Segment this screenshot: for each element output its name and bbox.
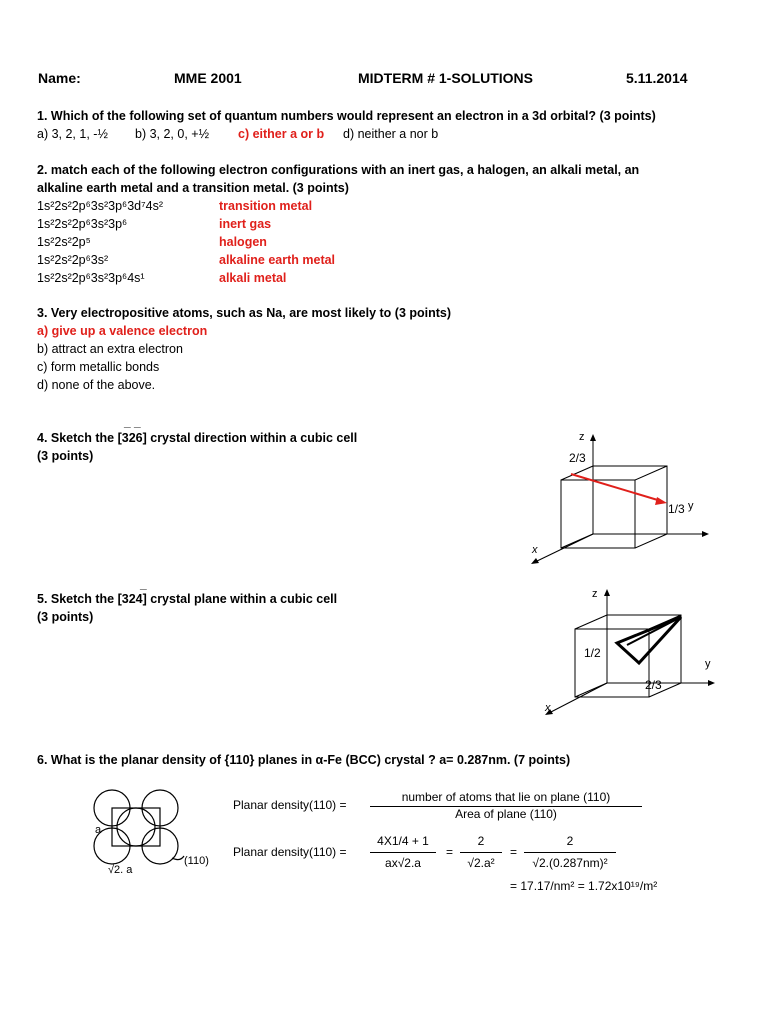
q1-option-d: d) neither a nor b	[343, 127, 439, 141]
eq2-equals-2: =	[510, 845, 518, 859]
q4-y-label: y	[688, 500, 694, 512]
q3-question: 3. Very electropositive atoms, such as Na, are most likely to (3 points)	[37, 306, 452, 320]
q2-answer: alkaline earth metal	[219, 253, 336, 267]
q4-z-label: z	[579, 431, 585, 443]
q2-config: 1s²2s²2p⁶3s²	[37, 253, 109, 267]
q4-x-label: x	[532, 544, 538, 556]
q6-bcc-110-plane-figure	[88, 784, 228, 879]
q6-question: 6. What is the planar density of {110} planes in α-Fe (BCC) crystal ? a= 0.287nm. (7 points)	[37, 753, 571, 767]
eq1-numerator: number of atoms that lie on plane (110)	[401, 790, 611, 804]
eq2-fraction-bar-1	[370, 852, 436, 853]
exam-title: MIDTERM # 1-SOLUTIONS	[358, 70, 534, 86]
q2-config: 1s²2s²2p⁵	[37, 235, 91, 249]
name-label: Name:	[38, 70, 81, 86]
q2-config: 1s²2s²2p⁶3s²3p⁶3d⁷4s²	[37, 199, 163, 213]
q3-option-a-answer: a) give up a valence electron	[37, 324, 208, 338]
exam-date: 5.11.2014	[626, 70, 688, 86]
q6-plane-label: (110)	[184, 855, 209, 867]
q1-option-c-answer: c) either a or b	[238, 127, 325, 141]
q5-y-label: y	[705, 658, 711, 670]
q2-answer: alkali metal	[219, 271, 287, 285]
q5-z-label: z	[592, 588, 598, 600]
eq2-lhs: Planar density(110) =	[233, 845, 347, 859]
q2-question-line2: alkaline earth metal and a transition metal. (3 points)	[37, 181, 349, 195]
q5-y-value: 2/3	[645, 678, 662, 692]
q5-overbar: _	[140, 577, 147, 591]
eq2-numerator-2: 2	[477, 834, 485, 848]
eq2-numerator-3: 2	[566, 834, 574, 848]
q2-answer: transition metal	[219, 199, 313, 213]
q6-diagonal-label: √2. a	[108, 864, 133, 876]
q4-y-value: 1/3	[668, 502, 685, 516]
eq2-fraction-bar-2	[460, 852, 502, 853]
eq1-lhs: Planar density(110) =	[233, 798, 347, 812]
q1-question: 1. Which of the following set of quantum numbers would represent an electron in a 3d orbital? (3 points)	[37, 109, 656, 123]
q5-z-value: 1/2	[584, 646, 601, 660]
q2-question-line1: 2. match each of the following electron configurations with an inert gas, a halogen, an alkali metal, an	[37, 163, 640, 177]
q6-edge-a-label: a	[95, 824, 102, 836]
eq2-equals-1: =	[446, 845, 454, 859]
eq1-denominator: Area of plane (110)	[455, 807, 557, 821]
eq2-numerator-1: 4X1/4 + 1	[377, 834, 429, 848]
q4-cube-figure	[525, 428, 715, 573]
q5-x-label: x	[545, 702, 551, 714]
q4-z-value: 2/3	[569, 451, 586, 465]
q1-option-b: b) 3, 2, 0, +½	[135, 127, 210, 141]
eq2-denominator-2: √2.a²	[467, 856, 495, 870]
q2-answer: halogen	[219, 235, 267, 249]
q5-cube-figure	[535, 585, 725, 725]
q2-config: 1s²2s²2p⁶3s²3p⁶4s¹	[37, 271, 145, 285]
q3-option-d: d) none of the above.	[37, 378, 156, 392]
q6-result: = 17.17/nm² = 1.72x10¹⁹/m²	[510, 879, 658, 893]
q2-answer: inert gas	[219, 217, 272, 231]
q3-option-b: b) attract an extra electron	[37, 342, 183, 356]
q5-question: 5. Sketch the [324] crystal plane within a cubic cell	[37, 592, 338, 606]
q2-config: 1s²2s²2p⁶3s²3p⁶	[37, 217, 128, 231]
eq2-denominator-3: √2.(0.287nm)²	[532, 856, 608, 870]
q4-overbar: _ _	[124, 415, 141, 429]
q4-question: 4. Sketch the [326] crystal direction within a cubic cell	[37, 431, 358, 445]
q4-points: (3 points)	[37, 449, 94, 463]
eq2-denominator-1: ax√2.a	[385, 856, 421, 870]
q1-option-a: a) 3, 2, 1, -½	[37, 127, 108, 141]
q3-option-c: c) form metallic bonds	[37, 360, 160, 374]
eq2-fraction-bar-3	[524, 852, 616, 853]
course-code: MME 2001	[174, 70, 242, 86]
q5-points: (3 points)	[37, 610, 94, 624]
